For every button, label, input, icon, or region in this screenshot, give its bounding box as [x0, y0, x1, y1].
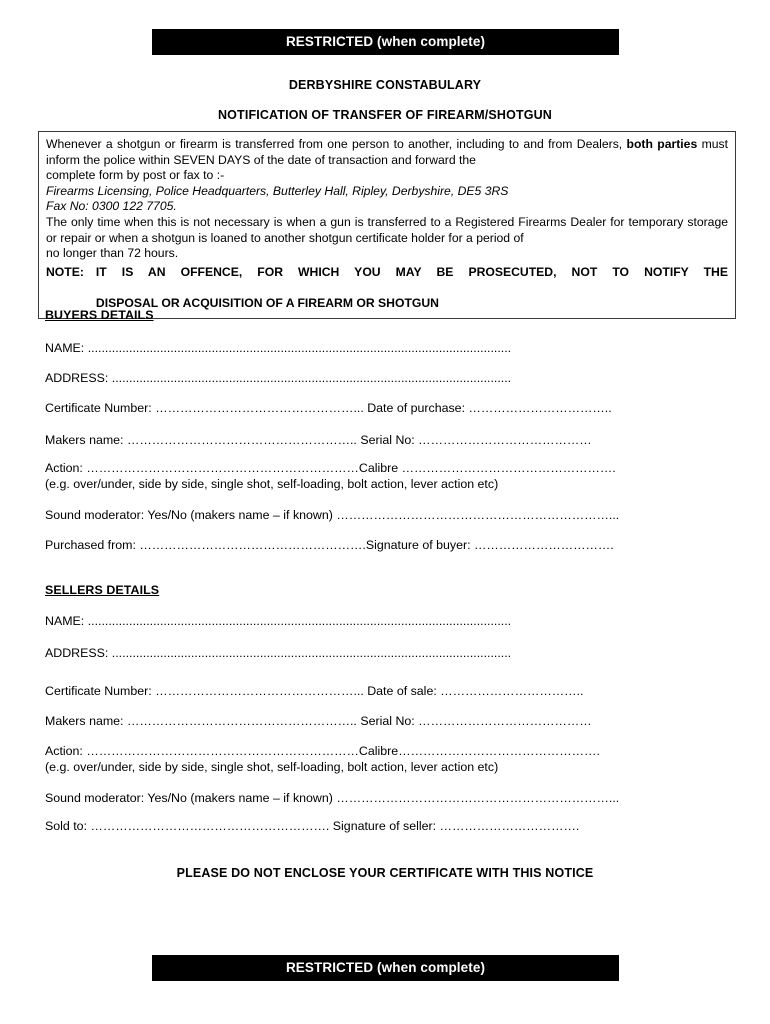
instruction-para2-line2: temporary storage or repair or when a shotgun is loaned to another shotgun certificate holder for a period of [46, 214, 729, 245]
buyer-makers-row[interactable] [45, 432, 735, 448]
buyer-makers-name-label: Makers name: [45, 433, 127, 447]
seller-address-label: ADDRESS: [45, 646, 112, 660]
seller-calibre-dots: …………………………………………. [398, 744, 600, 758]
buyer-sound-moderator-dots: …………………………………………………………... [336, 508, 620, 522]
buyer-purchased-from-label: Purchased from: [45, 538, 140, 552]
seller-action-dots: ………………………………………………………… [86, 744, 359, 758]
licensing-address: Firearms Licensing, Police Headquarters, Butterley Hall, Ripley, Derbyshire, DE5 3RS [46, 183, 509, 198]
instruction-para1-line1: Whenever a shotgun or firearm is transferred from one person to another, including to and from Dealers, [46, 137, 623, 151]
seller-action-label: Action: [45, 744, 87, 758]
restricted-banner-top: RESTRICTED (when complete) [152, 29, 619, 55]
buyer-calibre-dots: ……………………………………………. [401, 461, 616, 475]
note-line-2: DISPOSAL OR ACQUISITION OF A FIREARM OR SHOTGUN [95, 295, 439, 310]
seller-name-dots: ........................................................................................................................... [87, 614, 512, 628]
seller-certificate-label: Certificate Number: [45, 684, 156, 698]
buyer-action-dots: ………………………………………………………… [86, 461, 359, 475]
instruction-para2-line3: no longer than 72 hours. [46, 246, 179, 261]
seller-makers-name-label: Makers name: [45, 714, 127, 728]
seller-address-dots: .................................................................................................................... [111, 646, 512, 660]
buyer-name-dots: ........................................................................................................................... [87, 341, 512, 355]
buyer-serial-no-dots: …………………………………… [418, 433, 592, 447]
buyer-date-of-purchase-label: Date of purchase: [363, 401, 469, 415]
buyer-action-row[interactable] [45, 460, 735, 476]
seller-serial-no-dots: …………………………………… [418, 714, 592, 728]
page-title: NOTIFICATION OF TRANSFER OF FIREARM/SHOTGUN [218, 108, 552, 122]
seller-sound-moderator-label: Sound moderator: Yes/No (makers name – if known) [45, 791, 337, 805]
instruction-both-parties: both parties [626, 137, 698, 151]
instruction-paragraph-2 [46, 215, 728, 262]
buyer-certificate-dots: …………………………………………... [155, 401, 364, 415]
seller-certificate-row[interactable] [45, 683, 735, 699]
seller-makers-row[interactable] [45, 713, 735, 729]
seller-certificate-dots: …………………………………………... [155, 684, 364, 698]
buyer-date-of-purchase-dots: …………………………….. [468, 401, 612, 415]
seller-date-of-sale-label: Date of sale: [363, 684, 441, 698]
buyer-certificate-row[interactable] [45, 400, 735, 416]
seller-action-hint: (e.g. over/under, side by side, single shot, self-loading, bolt action, lever action etc) [45, 760, 499, 774]
seller-signature-dots: ……………………………. [439, 819, 580, 833]
note-line-1: IT IS AN OFFENCE, FOR WHICH YOU MAY BE PROSECUTED, NOT TO NOTIFY THE [95, 264, 728, 279]
offence-note [46, 265, 728, 312]
seller-serial-no-label: Serial No: [356, 714, 419, 728]
buyers-details-heading: BUYERS DETAILS [45, 308, 154, 322]
buyer-purchased-from-row[interactable] [45, 537, 735, 553]
buyer-address-field[interactable] [45, 370, 735, 386]
restricted-banner-bottom: RESTRICTED (when complete) [152, 955, 619, 981]
buyer-name-label: NAME: [45, 341, 88, 355]
seller-name-field[interactable] [45, 613, 735, 629]
seller-sound-moderator-dots: …………………………………………………………... [336, 791, 620, 805]
seller-name-label: NAME: [45, 614, 88, 628]
closing-notice: PLEASE DO NOT ENCLOSE YOUR CERTIFICATE WITH THIS NOTICE [176, 866, 594, 880]
buyer-action-hint: (e.g. over/under, side by side, single shot, self-loading, bolt action, lever action etc) [45, 477, 499, 491]
seller-sold-to-dots: …………………………………………………. [90, 819, 330, 833]
seller-date-of-sale-dots: …………………………….. [440, 684, 584, 698]
seller-signature-label: Signature of seller: [329, 819, 440, 833]
buyer-sound-moderator-label: Sound moderator: Yes/No (makers name – if known) [45, 508, 337, 522]
buyer-signature-dots: ……………………………. [473, 538, 614, 552]
buyer-name-field[interactable] [45, 340, 735, 356]
seller-sold-to-row[interactable] [45, 818, 735, 834]
note-label: NOTE: [46, 264, 84, 279]
seller-makers-name-dots: ……………………………………………….. [126, 714, 357, 728]
buyer-calibre-label: Calibre [358, 461, 402, 475]
seller-action-row[interactable] [45, 743, 735, 759]
buyer-sound-moderator-row[interactable] [45, 507, 735, 523]
instruction-para1-line2: must inform the police within SEVEN DAYS of the date of transaction and forward the [46, 137, 728, 167]
seller-sound-moderator-row[interactable] [45, 790, 735, 806]
buyer-purchased-from-dots: ………………………………………………. [139, 538, 366, 552]
instruction-paragraph-1 [46, 137, 728, 184]
buyer-certificate-label: Certificate Number: [45, 401, 156, 415]
seller-sold-to-label: Sold to: [45, 819, 91, 833]
instruction-para1-line3: complete form by post or fax to :- [46, 168, 225, 183]
instruction-para2-line1: The only time when this is not necessary is when a gun is transferred to a Registered Firearms Dealer for [46, 214, 625, 229]
note-body [96, 265, 728, 312]
buyer-makers-name-dots: ……………………………………………….. [126, 433, 357, 447]
sellers-details-heading: SELLERS DETAILS [45, 583, 160, 597]
buyer-serial-no-label: Serial No: [356, 433, 419, 447]
seller-address-field[interactable] [45, 645, 735, 661]
buyer-action-label: Action: [45, 461, 87, 475]
seller-calibre-label: Calibre [358, 744, 399, 758]
buyer-signature-label: Signature of buyer: [365, 538, 474, 552]
organisation-name: DERBYSHIRE CONSTABULARY [288, 78, 482, 92]
fax-number: Fax No: 0300 122 7705. [46, 199, 177, 214]
buyer-address-dots: .................................................................................................................... [111, 371, 512, 385]
buyer-address-label: ADDRESS: [45, 371, 112, 385]
instruction-box [38, 131, 736, 319]
